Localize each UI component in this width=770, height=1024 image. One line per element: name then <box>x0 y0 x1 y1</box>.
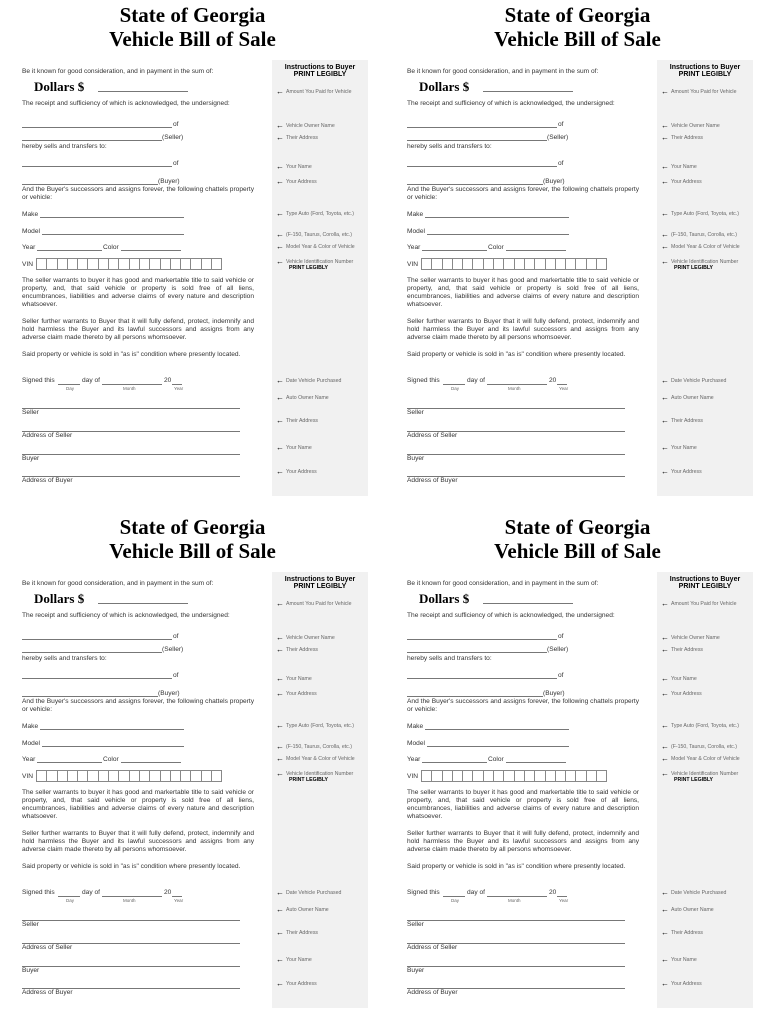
hint-model-year: ← Model Year & Color of Vehicle <box>661 756 740 762</box>
year-caption: Year <box>174 386 184 391</box>
color-label: Color <box>103 756 119 763</box>
seller-address-field[interactable] <box>22 140 162 141</box>
day-field[interactable] <box>58 384 80 385</box>
buyer-address-field[interactable] <box>407 184 543 185</box>
amount-field[interactable] <box>483 603 573 604</box>
warranty-text: The seller warrants to buyer it has good and markertable title to said vehicle or property, and, that said vehicle or property is sold free of all liens, encumbrances, liabilities and adverse claims of every nature and description whatsoever. <box>407 789 639 820</box>
instructions-subtitle: PRINT LEGIBLY <box>293 583 347 590</box>
consideration-text: Be it known for good consideration, and in payment in the sum of: <box>22 580 214 587</box>
hint-their-address-sign: ← Their Address <box>276 930 318 936</box>
seller-address-field[interactable] <box>407 140 547 141</box>
hint-model: ← (F-150, Taurus, Corolla, etc.) <box>276 744 352 750</box>
year-field[interactable] <box>37 250 102 251</box>
of-label: of <box>558 121 564 128</box>
buyer-label: Buyer <box>22 967 40 974</box>
hint-their-address: ← Their Address <box>276 135 318 141</box>
hint-amount: ← Amount You Paid for Vehicle <box>661 601 736 607</box>
model-label: Model <box>407 228 425 235</box>
hint-your-name: ← Your Name <box>661 676 697 682</box>
year-suffix-field[interactable] <box>172 896 182 897</box>
as-is-text: Said property or vehicle is sold in "as is" condition where presently located. <box>407 351 626 358</box>
seller-signature-field[interactable] <box>22 408 240 409</box>
model-field[interactable] <box>427 234 569 235</box>
hint-their-address: ← Their Address <box>661 647 703 653</box>
buyer-name-field[interactable] <box>22 166 172 167</box>
month-caption: Month <box>123 898 136 903</box>
model-field[interactable] <box>42 746 184 747</box>
address-of-seller-label: Address of Seller <box>407 432 458 439</box>
warranty-text: The seller warrants to buyer it has good and markertable title to said vehicle or property, and, that said vehicle or property is sold free of all liens, encumbrances, liabilities and adverse claims of every nature and description whatsoever. <box>407 277 639 308</box>
address-of-seller-label: Address of Seller <box>407 944 458 951</box>
day-field[interactable] <box>58 896 80 897</box>
hint-vin: ← Vehicle Identification Number <box>661 771 738 777</box>
signed-label: Signed this <box>407 889 440 896</box>
dollars-label: Dollars $ <box>34 79 85 94</box>
hint-auto-owner: ← Auto Owner Name <box>276 395 329 401</box>
make-label: Make <box>407 723 424 730</box>
hint-type-auto: ← Type Auto (Ford, Toyota, etc.) <box>661 211 739 217</box>
of-label: of <box>173 633 179 640</box>
transfers-text: hereby sells and transfers to: <box>22 655 107 662</box>
hint-owner-name: ← Vehicle Owner Name <box>661 635 720 641</box>
instructions-title: Instructions to Buyer <box>669 64 741 71</box>
year-label: Year <box>407 244 421 251</box>
hint-date-purchased: ← Date Vehicle Purchased <box>276 378 341 384</box>
instructions-subtitle: PRINT LEGIBLY <box>293 71 347 78</box>
vin-boxes[interactable] <box>421 770 606 782</box>
vin-boxes[interactable] <box>421 258 606 270</box>
instructions-title: Instructions to Buyer <box>669 576 741 583</box>
hint-vin: ← Vehicle Identification Number <box>276 259 353 265</box>
of-label: of <box>558 633 564 640</box>
as-is-text: Said property or vehicle is sold in "as is" condition where presently located. <box>407 863 626 870</box>
buyer-label: Buyer <box>22 455 40 462</box>
as-is-text: Said property or vehicle is sold in "as is" condition where presently located. <box>22 351 241 358</box>
color-field[interactable] <box>121 250 181 251</box>
buyer-tag: (Buyer) <box>543 690 565 697</box>
hint-date-purchased: ← Date Vehicle Purchased <box>276 890 341 896</box>
seller-label: Seller <box>407 409 424 416</box>
transfers-text: hereby sells and transfers to: <box>22 143 107 150</box>
hint-auto-owner: ← Auto Owner Name <box>661 395 714 401</box>
form-title-state: State of Georgia <box>504 3 651 27</box>
hint-owner-name: ← Vehicle Owner Name <box>276 123 335 129</box>
hint-model-year: ← Model Year & Color of Vehicle <box>661 244 740 250</box>
day-caption: Day <box>66 898 75 903</box>
seller-name-field[interactable] <box>407 127 557 128</box>
hint-vin: ← Vehicle Identification Number <box>661 259 738 265</box>
amount-field[interactable] <box>483 91 573 92</box>
hint-your-name: ← Your Name <box>276 676 312 682</box>
indemnity-text: Seller further warrants to Buyer that it will fully defend, protect, indemnify and hold harmless the Buyer and its lawful successors and assigns from any adverse claim made thereto by all persons whomsoever. <box>407 830 639 853</box>
seller-tag: (Seller) <box>547 134 569 141</box>
seller-tag: (Seller) <box>162 134 184 141</box>
hint-vin-print: PRINT LEGIBLY <box>674 265 714 271</box>
vin-label: VIN <box>22 261 33 268</box>
buyer-address-field[interactable] <box>407 696 543 697</box>
model-field[interactable] <box>427 746 569 747</box>
of-label: of <box>173 672 179 679</box>
address-of-seller-label: Address of Seller <box>22 944 73 951</box>
make-label: Make <box>22 211 39 218</box>
seller-address-field[interactable] <box>407 652 547 653</box>
buyer-signature-field[interactable] <box>407 966 625 967</box>
year-field[interactable] <box>422 250 487 251</box>
hint-vin-print: PRINT LEGIBLY <box>289 265 329 271</box>
seller-label: Seller <box>22 921 39 928</box>
hint-your-name: ← Your Name <box>276 164 312 170</box>
consideration-text: Be it known for good consideration, and in payment in the sum of: <box>22 68 214 75</box>
buyer-name-field[interactable] <box>407 678 557 679</box>
hint-your-address-sign: ← Your Address <box>276 469 317 475</box>
warranty-text: The seller warrants to buyer it has good and markertable title to said vehicle or property, and, that said vehicle or property is sold free of all liens, encumbrances, liabilities and adverse claims of every nature and description whatsoever. <box>22 789 254 820</box>
buyer-label: Buyer <box>407 455 425 462</box>
of-label: of <box>558 672 564 679</box>
day-of-label: day of <box>82 889 100 896</box>
hint-your-address: ← Your Address <box>661 179 702 185</box>
hint-vin-print: PRINT LEGIBLY <box>674 777 714 783</box>
as-is-text: Said property or vehicle is sold in "as is" condition where presently located. <box>22 863 241 870</box>
signed-label: Signed this <box>407 377 440 384</box>
signed-label: Signed this <box>22 377 55 384</box>
chattels-text: And the Buyer's successors and assigns forever, the following chattels property or vehicle: <box>22 186 254 201</box>
instructions-title: Instructions to Buyer <box>284 576 356 583</box>
hint-vin: ← Vehicle Identification Number <box>276 771 353 777</box>
form-title-state: State of Georgia <box>119 515 266 539</box>
amount-field[interactable] <box>98 603 188 604</box>
address-of-buyer-label: Address of Buyer <box>22 989 73 996</box>
hint-type-auto: ← Type Auto (Ford, Toyota, etc.) <box>276 723 354 729</box>
bill-of-sale-form <box>385 512 755 1017</box>
chattels-text: And the Buyer's successors and assigns forever, the following chattels property or vehicle: <box>407 698 639 713</box>
hint-model: ← (F-150, Taurus, Corolla, etc.) <box>661 744 737 750</box>
transfers-text: hereby sells and transfers to: <box>407 655 492 662</box>
month-caption: Month <box>508 386 521 391</box>
seller-name-field[interactable] <box>407 639 557 640</box>
buyer-signature-field[interactable] <box>22 966 240 967</box>
instructions-title: Instructions to Buyer <box>284 64 356 71</box>
year-prefix: 20 <box>164 889 172 896</box>
seller-label: Seller <box>22 409 39 416</box>
seller-signature-field[interactable] <box>407 920 625 921</box>
hint-their-address-sign: ← Their Address <box>661 930 703 936</box>
seller-name-field[interactable] <box>22 127 172 128</box>
form-title-state: State of Georgia <box>119 3 266 27</box>
instructions-subtitle: PRINT LEGIBLY <box>678 583 732 590</box>
day-field[interactable] <box>443 384 465 385</box>
bill-of-sale-form <box>385 0 755 505</box>
year-label: Year <box>22 244 36 251</box>
year-suffix-field[interactable] <box>557 896 567 897</box>
hint-their-address-sign: ← Their Address <box>276 418 318 424</box>
year-prefix: 20 <box>549 377 557 384</box>
consideration-text: Be it known for good consideration, and in payment in the sum of: <box>407 68 599 75</box>
color-label: Color <box>103 244 119 251</box>
seller-tag: (Seller) <box>162 646 184 653</box>
seller-tag: (Seller) <box>547 646 569 653</box>
hint-date-purchased: ← Date Vehicle Purchased <box>661 378 726 384</box>
hint-your-name-sign: ← Your Name <box>276 957 312 963</box>
hint-auto-owner: ← Auto Owner Name <box>661 907 714 913</box>
form-title-document: Vehicle Bill of Sale <box>109 539 276 563</box>
hint-model-year: ← Model Year & Color of Vehicle <box>276 244 355 250</box>
dollars-label: Dollars $ <box>419 591 470 606</box>
month-field[interactable] <box>487 896 547 897</box>
day-of-label: day of <box>467 889 485 896</box>
signed-label: Signed this <box>22 889 55 896</box>
instructions-subtitle: PRINT LEGIBLY <box>678 71 732 78</box>
make-label: Make <box>22 723 39 730</box>
buyer-tag: (Buyer) <box>158 178 180 185</box>
make-field[interactable] <box>40 729 184 730</box>
buyer-tag: (Buyer) <box>543 178 565 185</box>
make-field[interactable] <box>40 217 184 218</box>
color-field[interactable] <box>506 250 566 251</box>
buyer-address-field[interactable] <box>22 696 158 697</box>
form-title-document: Vehicle Bill of Sale <box>109 27 276 51</box>
chattels-text: And the Buyer's successors and assigns forever, the following chattels property or vehicle: <box>407 186 639 201</box>
amount-field[interactable] <box>98 91 188 92</box>
consideration-text: Be it known for good consideration, and in payment in the sum of: <box>407 580 599 587</box>
hint-their-address: ← Their Address <box>276 647 318 653</box>
buyer-signature-field[interactable] <box>407 454 625 455</box>
hint-type-auto: ← Type Auto (Ford, Toyota, etc.) <box>661 723 739 729</box>
hint-owner-name: ← Vehicle Owner Name <box>276 635 335 641</box>
day-field[interactable] <box>443 896 465 897</box>
day-caption: Day <box>451 386 460 391</box>
of-label: of <box>558 160 564 167</box>
hint-your-address: ← Your Address <box>276 179 317 185</box>
model-label: Model <box>22 228 40 235</box>
hint-model: ← (F-150, Taurus, Corolla, etc.) <box>661 232 737 238</box>
hint-type-auto: ← Type Auto (Ford, Toyota, etc.) <box>276 211 354 217</box>
year-caption: Year <box>559 386 569 391</box>
of-label: of <box>173 121 179 128</box>
hint-your-name-sign: ← Your Name <box>661 957 697 963</box>
chattels-text: And the Buyer's successors and assigns forever, the following chattels property or vehicle: <box>22 698 254 713</box>
buyer-label: Buyer <box>407 967 425 974</box>
make-field[interactable] <box>425 729 569 730</box>
year-label: Year <box>407 756 421 763</box>
year-field[interactable] <box>422 762 487 763</box>
form-title-state: State of Georgia <box>504 515 651 539</box>
model-label: Model <box>407 740 425 747</box>
buyer-address-field[interactable] <box>22 184 158 185</box>
color-field[interactable] <box>506 762 566 763</box>
buyer-name-field[interactable] <box>407 166 557 167</box>
hint-model-year: ← Model Year & Color of Vehicle <box>276 756 355 762</box>
receipt-text: The receipt and sufficiency of which is acknowledged, the undersigned: <box>407 612 615 619</box>
address-of-buyer-label: Address of Buyer <box>407 989 458 996</box>
model-field[interactable] <box>42 234 184 235</box>
hint-vin-print: PRINT LEGIBLY <box>289 777 329 783</box>
hint-your-name-sign: ← Your Name <box>276 445 312 451</box>
year-field[interactable] <box>37 762 102 763</box>
color-label: Color <box>488 756 504 763</box>
vin-label: VIN <box>22 773 33 780</box>
seller-address-field[interactable] <box>22 652 162 653</box>
dollars-label: Dollars $ <box>419 79 470 94</box>
seller-name-field[interactable] <box>22 639 172 640</box>
color-field[interactable] <box>121 762 181 763</box>
hint-your-address-sign: ← Your Address <box>661 469 702 475</box>
of-label: of <box>173 160 179 167</box>
vin-boxes[interactable] <box>36 258 221 270</box>
hint-amount: ← Amount You Paid for Vehicle <box>276 89 351 95</box>
hint-owner-name: ← Vehicle Owner Name <box>661 123 720 129</box>
vin-label: VIN <box>407 261 418 268</box>
address-of-seller-label: Address of Seller <box>22 432 73 439</box>
hint-auto-owner: ← Auto Owner Name <box>276 907 329 913</box>
transfers-text: hereby sells and transfers to: <box>407 143 492 150</box>
form-title-document: Vehicle Bill of Sale <box>494 27 661 51</box>
year-prefix: 20 <box>164 377 172 384</box>
receipt-text: The receipt and sufficiency of which is acknowledged, the undersigned: <box>22 100 230 107</box>
day-of-label: day of <box>82 377 100 384</box>
receipt-text: The receipt and sufficiency of which is acknowledged, the undersigned: <box>22 612 230 619</box>
seller-signature-field[interactable] <box>22 920 240 921</box>
color-label: Color <box>488 244 504 251</box>
hint-their-address: ← Their Address <box>661 135 703 141</box>
model-label: Model <box>22 740 40 747</box>
buyer-signature-field[interactable] <box>22 454 240 455</box>
seller-signature-field[interactable] <box>407 408 625 409</box>
year-label: Year <box>22 756 36 763</box>
day-of-label: day of <box>467 377 485 384</box>
month-field[interactable] <box>102 384 162 385</box>
year-suffix-field[interactable] <box>557 384 567 385</box>
address-of-buyer-label: Address of Buyer <box>407 477 458 484</box>
hint-your-name: ← Your Name <box>661 164 697 170</box>
seller-label: Seller <box>407 921 424 928</box>
form-title-document: Vehicle Bill of Sale <box>494 539 661 563</box>
month-caption: Month <box>123 386 136 391</box>
hint-model: ← (F-150, Taurus, Corolla, etc.) <box>276 232 352 238</box>
hint-your-name-sign: ← Your Name <box>661 445 697 451</box>
buyer-name-field[interactable] <box>22 678 172 679</box>
bill-of-sale-form <box>0 0 370 505</box>
year-prefix: 20 <box>549 889 557 896</box>
year-caption: Year <box>174 898 184 903</box>
hint-your-address-sign: ← Your Address <box>661 981 702 987</box>
hint-their-address-sign: ← Their Address <box>661 418 703 424</box>
receipt-text: The receipt and sufficiency of which is acknowledged, the undersigned: <box>407 100 615 107</box>
dollars-label: Dollars $ <box>34 591 85 606</box>
day-caption: Day <box>66 386 75 391</box>
month-caption: Month <box>508 898 521 903</box>
make-field[interactable] <box>425 217 569 218</box>
year-caption: Year <box>559 898 569 903</box>
indemnity-text: Seller further warrants to Buyer that it will fully defend, protect, indemnify and hold harmless the Buyer and its lawful successors and assigns from any adverse claim made thereto by all persons whomsoever. <box>22 830 254 853</box>
day-caption: Day <box>451 898 460 903</box>
make-label: Make <box>407 211 424 218</box>
vin-label: VIN <box>407 773 418 780</box>
month-field[interactable] <box>487 384 547 385</box>
warranty-text: The seller warrants to buyer it has good and markertable title to said vehicle or property, and, that said vehicle or property is sold free of all liens, encumbrances, liabilities and adverse claims of every nature and description whatsoever. <box>22 277 254 308</box>
buyer-tag: (Buyer) <box>158 690 180 697</box>
hint-your-address-sign: ← Your Address <box>276 981 317 987</box>
month-field[interactable] <box>102 896 162 897</box>
vin-boxes[interactable] <box>36 770 221 782</box>
hint-your-address: ← Your Address <box>276 691 317 697</box>
year-suffix-field[interactable] <box>172 384 182 385</box>
hint-your-address: ← Your Address <box>661 691 702 697</box>
hint-amount: ← Amount You Paid for Vehicle <box>661 89 736 95</box>
address-of-buyer-label: Address of Buyer <box>22 477 73 484</box>
indemnity-text: Seller further warrants to Buyer that it will fully defend, protect, indemnify and hold harmless the Buyer and its lawful successors and assigns from any adverse claim made thereto by all persons whomsoever. <box>407 318 639 341</box>
indemnity-text: Seller further warrants to Buyer that it will fully defend, protect, indemnify and hold harmless the Buyer and its lawful successors and assigns from any adverse claim made thereto by all persons whomsoever. <box>22 318 254 341</box>
bill-of-sale-form <box>0 512 370 1017</box>
hint-date-purchased: ← Date Vehicle Purchased <box>661 890 726 896</box>
hint-amount: ← Amount You Paid for Vehicle <box>276 601 351 607</box>
